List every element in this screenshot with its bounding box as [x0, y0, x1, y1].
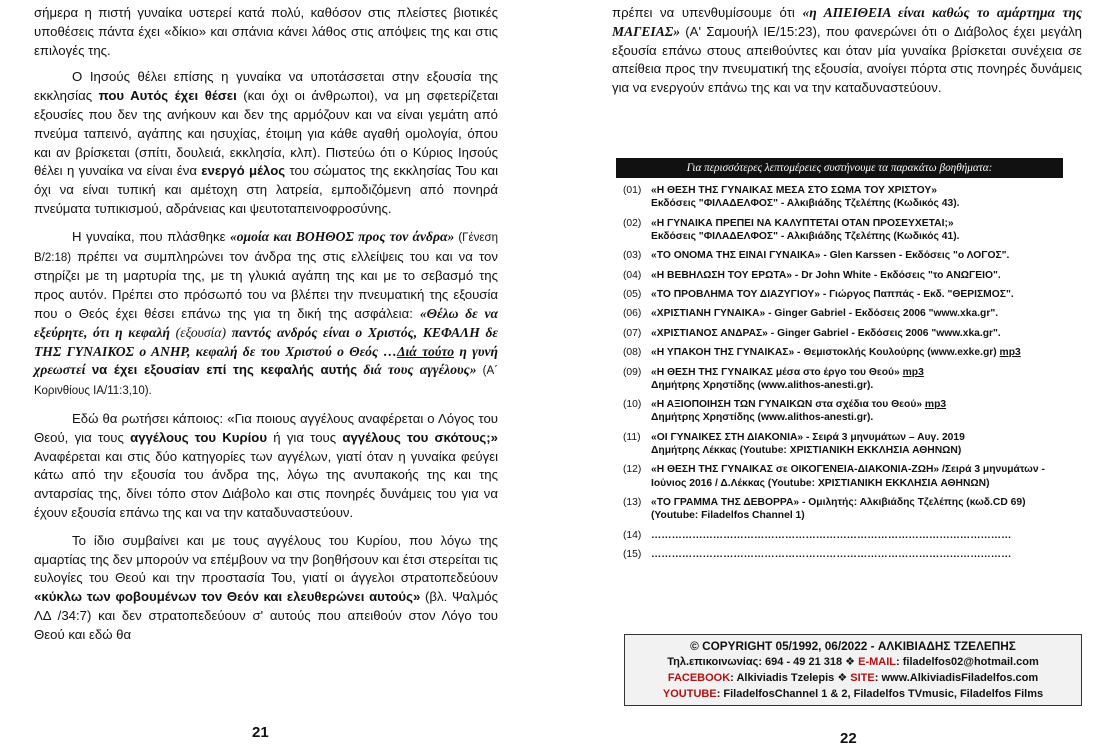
quote-note: (εξουσία): [170, 324, 232, 340]
text: Ο Ιησούς θέλει επίσης η γυναίκα να υποτάσσεται στην εξουσία της εκκλησίας: [34, 69, 498, 104]
quote: «ομοία και ΒΟΗΘΟΣ προς τον άνδρα»: [229, 228, 455, 244]
reference-item: [623, 463, 1083, 489]
paragraph-4: [34, 410, 498, 523]
text: ή για τους: [267, 429, 343, 445]
facebook-label: FACEBOOK: [667, 672, 731, 684]
reference-item: [623, 307, 1083, 320]
reference-title: «Η ΥΠΑΚΟΗ ΤΗΣ ΓΥΝΑΙΚΑΣ»: [651, 347, 795, 359]
text: πρέπει να συμπληρώνει τον άνδρα της στις ελλείψεις του και να τον στηρίζει με τη μαρτυρία της, με τη γλυκιά αγάπη της και με το σεβασμό της προς αυτόν. Πρέπει στο πρόσωπό του να βλέπει την πνευματική της εξουσία που ο Θεός έχει θέσει επάνω της για τη δική της ασφάλεια:: [34, 248, 498, 321]
reference-body: [651, 496, 1083, 522]
quote: η γυνή χρεωστεί: [34, 343, 498, 378]
reference-title: «Η ΘΕΣΗ ΤΗΣ ΓΥΝΑΙΚΑΣ ΜΕΣΑ ΣΤΟ ΣΩΜΑ ΤΟΥ ΧΡΙΣΤΟΥ»: [651, 185, 937, 196]
reference-number: (11): [623, 431, 641, 443]
reference-body: [651, 548, 1083, 561]
reference-title: «Η ΑΞΙΟΠΟΙΗΣΗ ΤΩΝ ΓΥΝΑΙΚΩΝ στα σχέδια του Θεού»: [651, 399, 923, 411]
reference-number: (09): [623, 366, 642, 378]
emphasis: αγγέλους του Κυρίου: [130, 429, 268, 445]
site: : www.AlkiviadisFiladelfos.com: [874, 672, 1039, 684]
reference-details: - Σειρά 3 μηνυμάτων – Αυγ. 2019: [803, 431, 965, 443]
reference-number: (04): [623, 269, 642, 281]
reference-body: [651, 217, 1083, 243]
reference-publisher: Εκδόσεις "ΦΙΛΑΔΕΛΦΟΣ" - Αλκιβιάδης Τζελέπης (Κωδικός 43).: [651, 198, 960, 210]
reference-item: [623, 346, 1083, 359]
reference-title: «Η ΓΥΝΑΙΚΑ ΠΡΕΠΕΙ ΝΑ ΚΑΛΥΠΤΕΤΑΙ ΟΤΑΝ ΠΡΟΣΕΥΧΕΤΑΙ;»: [651, 217, 954, 229]
reference-number: (03): [623, 250, 642, 262]
text: σήμερα η πιστή γυναίκα υστερεί κατά πολύ, καθόσον στις πλείστες βιοτικές υποθέσεις πάντα έχει «δίκιο» και σπάνια κάνει λάθος στις απόψεις της και στις επιλογές της.: [34, 5, 498, 58]
quote: «η ΑΠΕΙΘΕΙΑ είναι καθώς το αμάρτημα της ΜΑΓΕΙΑΣ»: [612, 5, 1082, 39]
copyright-box: [624, 634, 1082, 706]
reference-title: «ΟΙ ΓΥΝΑΙΚΕΣ ΣΤΗ ΔΙΑΚΟΝΙΑ»: [651, 431, 804, 443]
reference-publisher: Δημήτρης Χρηστίδης (www.alithos-anesti.gr).: [651, 379, 874, 391]
reference-body: [651, 431, 1083, 457]
reference-item: [623, 548, 1083, 561]
quote: παντός ανδρός είναι ο Χριστός, ΚΕΦΑΛΗ δε ΤΗΣ ΓΥΝΑΙΚΟΣ ο ΑΝΗΡ, κεφαλή δε του Χριστού ο Θεός …: [34, 324, 498, 359]
reference-body: [651, 398, 1083, 424]
page-number-right: 22: [840, 730, 857, 747]
reference-details: - Γιώργος Παππάς - Εκδ. "ΘΕΡΙΣΜΟΣ".: [820, 288, 1014, 300]
reference-title: «ΤΟ ΟΝΟΜΑ ΤΗΣ ΕΙΝΑΙ ΓΥΝΑΙΚΑ»: [651, 250, 821, 262]
reference-number: (15): [623, 548, 642, 560]
reference-body: [651, 249, 1083, 262]
reference-number: (02): [623, 217, 642, 229]
email-label: E-MAIL: [858, 656, 896, 668]
paragraph-1: [34, 4, 498, 60]
reference-number: (05): [623, 288, 642, 300]
reference-publisher: (Youtube: Filadelfos Channel 1): [651, 510, 805, 522]
emphasis: αγγέλους του σκότους;»: [342, 429, 498, 445]
text: (Α' Σαμουήλ ΙΕ/15:23), που φανερώνει ότι ο Διάβολος έχει μεγάλη εξουσία επάνω στους απειθούντες και όταν μία γυναίκα βρίσκεται συνέχεια σε απείθεια προς την πνευματική της εξουσία, ανοίγει πόρτα στις πονηρές δυνάμεις για να ενεργούν επάνω της και να την καταδυναστεύουν.: [612, 23, 1082, 96]
contact-line: [625, 654, 1081, 670]
reference-title: «Η ΘΕΣΗ ΤΗΣ ΓΥΝΑΙΚΑΣ μέσα στο έργο του Θεού»: [651, 366, 900, 378]
text: Το ίδιο συμβαίνει και με τους αγγέλους του Κυρίου, που λόγω της αμαρτίας της δεν μπορούν να επέμβουν να την βοηθήσουν και έτσι στερείται τις ευλογίες του Θεού και την προστασία Του, γιατί οι άγγελοι στρατοπεδεύουν: [34, 532, 498, 586]
reference-item: [623, 366, 1083, 392]
reference-body: [651, 307, 1083, 320]
reference-item: [623, 249, 1083, 262]
youtube: : FiladelfosChannel 1 & 2, Filadelfos TVmusic, Filadelfos Films: [716, 688, 1044, 700]
reference-body: [651, 184, 1083, 210]
reference-number: (06): [623, 308, 642, 320]
text: Εδώ θα ρωτήσει κάποιος: «: [72, 410, 235, 426]
mp3-link[interactable]: mp3: [924, 399, 947, 411]
reference-body: [651, 463, 1083, 489]
text: πρέπει να υπενθυμίσουμε ότι: [612, 5, 803, 20]
references-list: [623, 184, 1083, 567]
page-number-left: 21: [252, 724, 269, 741]
reference-details: /Σειρά 3 μηνυμάτων - Ιούνιος 2016 / Δ.Λέκκας (Youtube: ΧΡΙΣΤΙΑΝΙΚΗ ΕΚΚΛΗΣΙΑ ΑΘΗΝΩΝ): [651, 464, 1045, 489]
reference-details: - Ginger Gabriel - Εκδόσεις 2006 "www.xka.gr".: [767, 327, 1001, 339]
reference-number: (08): [623, 347, 642, 359]
reference-item: [623, 217, 1083, 243]
youtube-label: YOUTUBE: [662, 688, 717, 700]
reference-title: «ΤΟ ΠΡΟΒΛΗΜΑ ΤΟΥ ΔΙΑΖΥΓΙΟΥ»: [651, 288, 821, 300]
reference-title: «ΤΟ ΓΡΑΜΜΑ ΤΗΣ ΔΕΒΟΡΡΑ»: [651, 496, 800, 508]
reference-number: (14): [623, 529, 642, 541]
left-page: [34, 4, 498, 645]
reference-details: - Dr John White - Εκδόσεις "το ΑΝΩΓΕΙΟ".: [792, 269, 1001, 281]
email: : filadelfos02@hotmail.com: [896, 656, 1039, 668]
social-line: [625, 670, 1081, 686]
paragraph-3: [34, 228, 498, 401]
reference-publisher: Δημήτρης Χρηστίδης (www.alithos-anesti.gr).: [651, 412, 874, 424]
copyright-line: © COPYRIGHT 05/1992, 06/2022 - ΑΛΚΙΒΙΑΔΗΣ ΤΖΕΛΕΠΗΣ: [690, 639, 1016, 653]
emphasis: «κύκλω των φοβουμένων τον Θεόν και ελευθερώνει αυτούς»: [34, 589, 421, 605]
references-banner: Για περισσότερες λεπτομέρειες συστήνουμε τα παρακάτω βοηθήματα:: [616, 158, 1063, 178]
reference-details: ……………………………………………………………………………………………: [651, 529, 1012, 541]
reference-title: «Η ΒΕΒΗΛΩΣΗ ΤΟΥ ΕΡΩΤΑ»: [651, 269, 793, 281]
reference-item: [623, 398, 1083, 424]
reference-publisher: Εκδόσεις "ΦΙΛΑΔΕΛΦΟΣ" - Αλκιβιάδης Τζελέπης (Κωδικός 41).: [651, 230, 960, 242]
reference-item: [623, 496, 1083, 522]
reference-details: - Ομιλητής: Αλκιβιάδης Τζελέπης (κωδ.CD 69): [799, 496, 1026, 508]
youtube-line: [625, 686, 1081, 702]
emphasis: που Αυτός έχει θέσει: [98, 88, 237, 104]
reference-item: [623, 184, 1083, 210]
reference-body: [651, 346, 1083, 359]
text: Αναφέρεται και στις δύο κατηγορίες των αγγέλων, γιατί όταν η γυναίκα φεύγει κάτω από την εξουσία του άνδρα της, λόγω της ανυπακοής της και της ανταρσίας της, δίνει τόπο στον Διάβολο και στις πονηρές δυνάμεις του για να έχουν εξουσία επάνω της και να την καταδυναστεύουν.: [34, 448, 498, 520]
phone: Τηλ.επικοινωνίας: 694 - 49 21 318 ❖: [667, 656, 859, 668]
reference-item: [623, 327, 1083, 340]
paragraph-1: [612, 4, 1082, 98]
reference-publisher: Δημήτρης Λέκκας (Youtube: ΧΡΙΣΤΙΑΝΙΚΗ ΕΚΚΛΗΣΙΑ ΑΘΗΝΩΝ): [651, 444, 962, 456]
reference-number: (01): [623, 185, 642, 196]
reference-body: [651, 529, 1083, 542]
reference-number: (12): [623, 464, 642, 476]
reference-item: [623, 288, 1083, 301]
reference: (Γένεση Β/2:18): [34, 231, 498, 264]
emphasis: να έχει εξουσίαν επί της κεφαλής αυτής: [91, 362, 358, 378]
site-label: SITE: [850, 672, 875, 684]
quote: διά τους αγγέλους»: [357, 362, 477, 378]
reference-details: - Ginger Gabriel - Εκδόσεις 2006 "www.xka.gr".: [765, 308, 999, 320]
reference-number: (07): [623, 327, 642, 339]
reference-item: [623, 269, 1083, 282]
text: Για ποιους αγγέλους αναφέρεται ο Λόγος του Θεού, για τους: [34, 410, 498, 445]
mp3-link[interactable]: mp3: [902, 366, 924, 378]
text: Η γυναίκα, που πλάσθηκε: [72, 228, 230, 244]
facebook: : Alkiviadis Tzelepis ❖: [730, 672, 851, 684]
quote-underlined: Διά τούτο: [396, 343, 455, 359]
reference-body: [651, 366, 1083, 392]
reference-body: [651, 327, 1083, 340]
reference-title: «Η ΘΕΣΗ ΤΗΣ ΓΥΝΑΙΚΑΣ σε ΟΙΚΟΓΕΝΕΙΑ-ΔΙΑΚΟΝΙΑ-ΖΩΗ»: [651, 464, 940, 476]
reference-title: «ΧΡΙΣΤΙΑΝΗ ΓΥΝΑΙΚΑ»: [651, 308, 766, 320]
reference-details: - Glen Karssen - Εκδόσεις "ο ΛΟΓΟΣ".: [820, 250, 1010, 262]
text: (βλ. Ψαλμός ΛΔ /34:7) και δεν στρατοπεδεύουν σ' αυτούς που απειθούν στον Λόγο του Θεού και εδώ θα: [34, 589, 498, 642]
right-page: [612, 4, 1082, 98]
reference-details: ……………………………………………………………………………………………: [651, 548, 1012, 560]
reference-number: (13): [623, 496, 642, 508]
reference-item: [623, 529, 1083, 542]
reference-body: [651, 288, 1083, 301]
paragraph-2: [34, 68, 498, 218]
reference-title: «ΧΡΙΣΤΙΑΝΟΣ ΑΝΔΡΑΣ»: [651, 327, 768, 339]
reference-number: (10): [623, 399, 642, 411]
mp3-link[interactable]: mp3: [999, 347, 1021, 359]
text: του σώματος της εκκλησίας Του και όχι να είναι τυπική και αμέτοχη στη λατρεία, εμποδιζόμενη από πονηρά πνεύματα τυπικισμού, αδράνειας και ψευτοταπεινοφροσύνης.: [34, 163, 499, 216]
emphasis: ενεργό μέλος: [201, 163, 286, 179]
reference-body: [651, 269, 1083, 282]
reference-details: - Θεμιστοκλής Κουλούρης (www.exke.gr): [794, 347, 1000, 359]
reference: (Α΄ Κορινθίους ΙΑ/11:3,10).: [34, 365, 498, 398]
quote: «Θέλω δε να εξεύρητε, ότι η κεφαλή: [34, 305, 499, 340]
paragraph-5: [34, 532, 498, 645]
reference-item: [623, 431, 1083, 457]
text: (και όχι οι άνθρωποι), να μη σφετερίζεται εξουσίες που δεν της ανήκουν και δεν της αρμόζουν και να είναι γεμάτη από πνεύμα ταπεινό, αγάπης και ησυχίας, έτοιμη για κάθε αγαθή ομολογία, όπου και αν βρίσκεται (σπίτι, δουλειά, εκκλησία, κλπ). Πιστεύω ότι ο Κύριος Ιησούς θέλει η γυναίκα να είναι ένα: [34, 88, 498, 179]
